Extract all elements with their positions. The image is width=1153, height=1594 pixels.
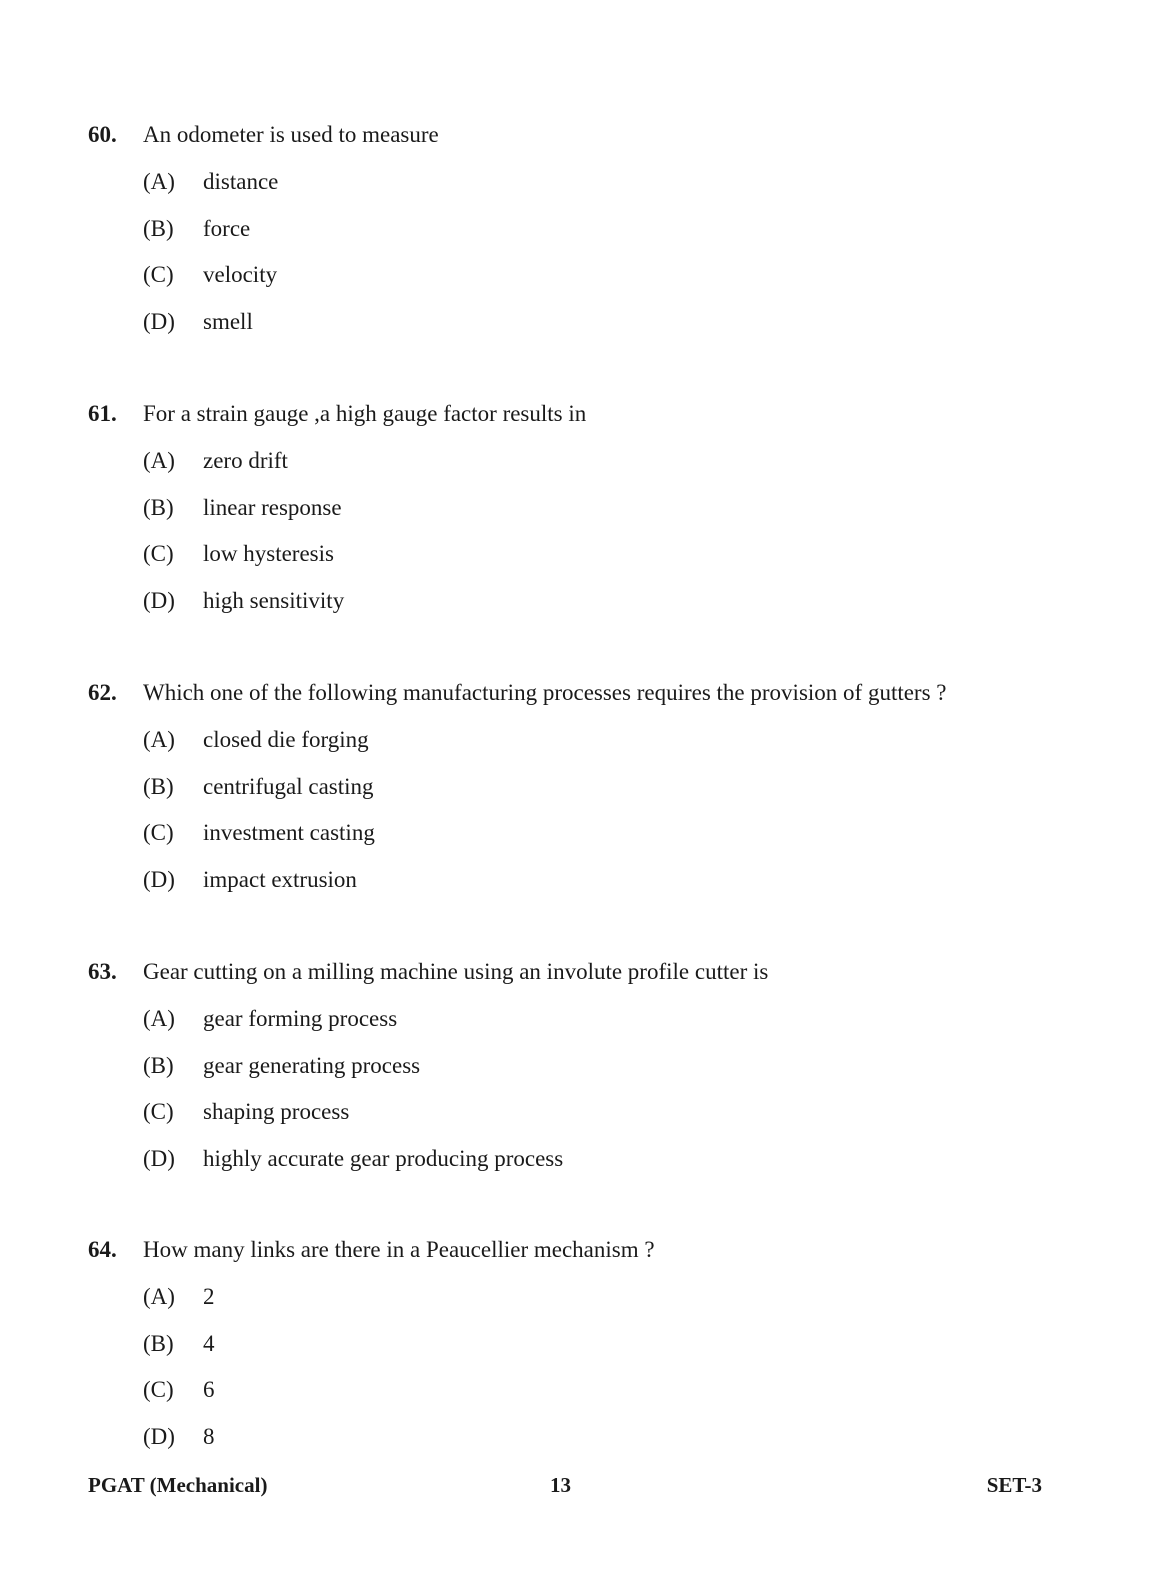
- option-letter: (B): [143, 773, 174, 799]
- option-a: [88, 444, 1088, 491]
- option-b: [88, 1049, 1088, 1096]
- question-64: [88, 1233, 1088, 1466]
- option-text: distance: [203, 169, 279, 194]
- question-61: [88, 397, 1088, 630]
- option-letter: (C): [143, 1377, 174, 1402]
- option-letter: (C): [143, 541, 174, 566]
- option-letter: (D): [143, 1423, 175, 1449]
- option-text: impact extrusion: [203, 866, 357, 892]
- option-b: [88, 491, 1088, 538]
- option-text: centrifugal casting: [203, 773, 374, 799]
- option-a: [88, 165, 1088, 212]
- question-text: An odometer is used to measure: [143, 122, 439, 147]
- option-letter: (D): [143, 308, 175, 334]
- option-letter: (B): [143, 215, 174, 241]
- option-b: [88, 770, 1088, 817]
- option-text: zero drift: [203, 448, 288, 473]
- question-header: [88, 955, 1088, 989]
- option-letter: (B): [143, 1330, 174, 1356]
- option-d: [88, 1420, 1088, 1467]
- option-d: [88, 863, 1088, 910]
- option-c: [88, 1373, 1088, 1420]
- option-c: [88, 1095, 1088, 1142]
- option-text: 4: [203, 1330, 215, 1356]
- question-header: [88, 118, 1088, 152]
- option-text: closed die forging: [203, 727, 369, 752]
- option-letter: (C): [143, 1099, 174, 1124]
- question-number: 61.: [88, 401, 117, 426]
- option-text: shaping process: [203, 1099, 350, 1124]
- option-text: force: [203, 215, 251, 241]
- option-list: [88, 723, 1088, 909]
- option-list: [88, 1002, 1088, 1188]
- option-text: low hysteresis: [203, 541, 334, 566]
- option-letter: (A): [143, 1284, 175, 1309]
- question-text: How many links are there in a Peaucellier mechanism ?: [143, 1237, 655, 1262]
- option-letter: (D): [143, 1145, 175, 1171]
- question-63: [88, 955, 1088, 1188]
- option-c: [88, 537, 1088, 584]
- option-text: highly accurate gear producing process: [203, 1145, 564, 1171]
- option-text: linear response: [203, 494, 342, 520]
- option-b: [88, 1327, 1088, 1374]
- option-text: velocity: [203, 262, 278, 287]
- option-list: [88, 444, 1088, 630]
- option-letter: (A): [143, 169, 175, 194]
- option-text: 8: [203, 1423, 215, 1449]
- exam-title: PGAT (Mechanical): [88, 1473, 268, 1497]
- question-text: Gear cutting on a milling machine using an involute profile cutter is: [143, 959, 769, 984]
- set-label: SET-3: [986, 1473, 1042, 1497]
- option-text: smell: [203, 308, 253, 334]
- question-number: 60.: [88, 122, 117, 147]
- option-letter: (C): [143, 262, 174, 287]
- question-62: [88, 676, 1088, 909]
- option-letter: (B): [143, 1052, 174, 1078]
- page-footer: [88, 1470, 1042, 1500]
- option-a: [88, 723, 1088, 770]
- question-header: [88, 676, 1088, 710]
- option-text: 2: [203, 1284, 215, 1309]
- question-number: 62.: [88, 680, 117, 705]
- option-text: 6: [203, 1377, 215, 1402]
- option-letter: (A): [143, 448, 175, 473]
- option-letter: (D): [143, 866, 175, 892]
- option-b: [88, 212, 1088, 259]
- option-a: [88, 1280, 1088, 1327]
- page-number: 13: [550, 1473, 571, 1497]
- option-letter: (B): [143, 494, 174, 520]
- question-60: [88, 118, 1088, 351]
- option-a: [88, 1002, 1088, 1049]
- option-text: high sensitivity: [203, 587, 345, 613]
- option-letter: (C): [143, 820, 174, 845]
- option-d: [88, 584, 1088, 631]
- option-text: gear forming process: [203, 1006, 398, 1031]
- question-number: 63.: [88, 959, 117, 984]
- question-text: For a strain gauge ,a high gauge factor results in: [143, 401, 587, 426]
- option-d: [88, 1142, 1088, 1189]
- option-d: [88, 305, 1088, 352]
- option-list: [88, 165, 1088, 351]
- option-letter: (A): [143, 727, 175, 752]
- option-text: gear generating process: [203, 1052, 421, 1078]
- question-header: [88, 1233, 1088, 1267]
- option-list: [88, 1280, 1088, 1466]
- question-text: Which one of the following manufacturing processes requires the provision of gutters ?: [143, 680, 947, 705]
- question-header: [88, 397, 1088, 431]
- question-number: 64.: [88, 1237, 117, 1262]
- option-c: [88, 258, 1088, 305]
- option-letter: (D): [143, 587, 175, 613]
- option-text: investment casting: [203, 820, 375, 845]
- option-letter: (A): [143, 1006, 175, 1031]
- option-c: [88, 816, 1088, 863]
